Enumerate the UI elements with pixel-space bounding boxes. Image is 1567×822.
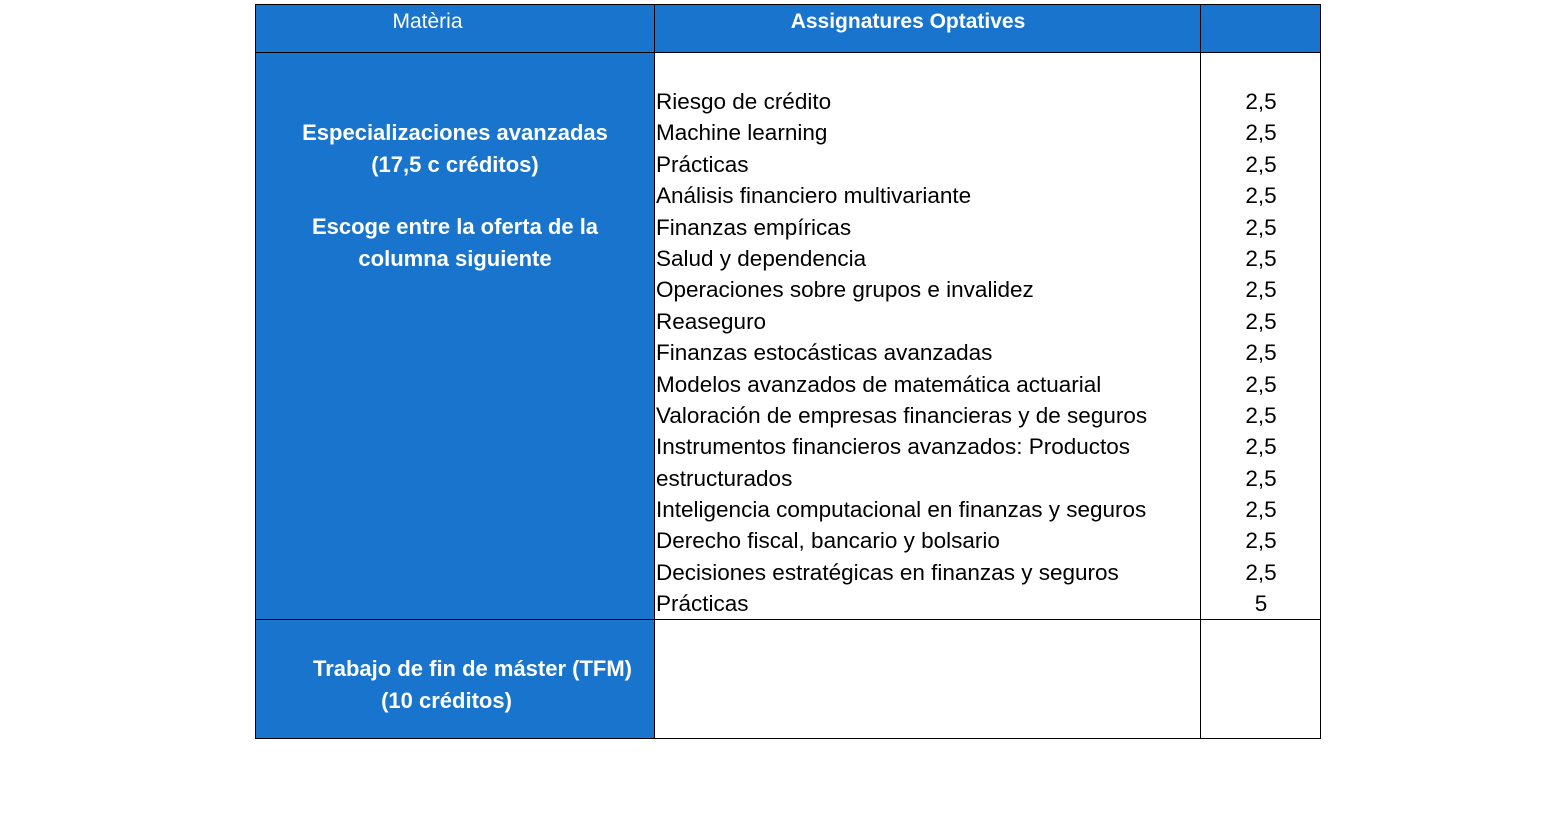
specializations-title-line1: Especializaciones avanzadas xyxy=(302,120,608,145)
optional-courses-list xyxy=(656,86,1201,620)
course-item: Valoración de empresas financieras y de seguros xyxy=(656,402,1148,428)
credit-value: 2,5 xyxy=(1245,340,1277,366)
credit-value: 2,5 xyxy=(1245,120,1277,146)
header-materia-label: Matèria xyxy=(392,10,463,33)
credit-value: 2,5 xyxy=(1245,214,1277,240)
course-item: Machine learning xyxy=(656,120,828,146)
header-optatives-label: Assignatures Optatives xyxy=(790,10,1026,33)
table-border-top xyxy=(255,4,1321,5)
tfm-label-line2: (10 créditos) xyxy=(381,687,512,713)
header-cell-credits xyxy=(1201,4,1321,53)
column-divider-1 xyxy=(654,4,655,739)
course-item: estructurados xyxy=(656,465,793,491)
table-border-right xyxy=(1320,4,1321,739)
credit-value: 2,5 xyxy=(1245,528,1277,554)
column-divider-2 xyxy=(1200,4,1201,739)
tfm-label xyxy=(290,653,655,716)
course-item: Análisis financiero multivariante xyxy=(656,183,972,209)
course-item: Decisiones estratégicas en finanzas y seguros xyxy=(656,559,1119,585)
specializations-note-line2: columna siguiente xyxy=(358,245,552,271)
specializations-title xyxy=(255,117,655,180)
course-item: Reaseguro xyxy=(656,308,767,334)
credit-value: 2,5 xyxy=(1245,89,1277,114)
credit-value: 2,5 xyxy=(1245,277,1277,303)
credit-value: 2,5 xyxy=(1245,434,1277,460)
tfm-label-line1: Trabajo de fin de máster (TFM) xyxy=(312,656,633,681)
course-item: Instrumentos financieros avanzados: Productos xyxy=(656,434,1131,460)
credit-value: 2,5 xyxy=(1245,497,1277,523)
credit-value: 2,5 xyxy=(1245,402,1277,428)
course-item: Finanzas estocásticas avanzadas xyxy=(656,340,993,366)
tfm-courses-cell xyxy=(655,620,1201,739)
course-item: Inteligencia computacional en finanzas y seguros xyxy=(656,497,1147,523)
specializations-title-line2: (17,5 c créditos) xyxy=(371,151,539,177)
course-item: Salud y dependencia xyxy=(656,245,867,271)
credit-value: 2,5 xyxy=(1245,559,1277,585)
header-cell-materia xyxy=(255,4,655,53)
specializations-note-line1: Escoge entre la oferta de la xyxy=(311,214,599,239)
credit-value: 2,5 xyxy=(1245,183,1277,209)
table-border-bottom xyxy=(255,738,1321,739)
course-item: Riesgo de crédito xyxy=(656,89,832,114)
credit-value: 2,5 xyxy=(1245,371,1277,397)
table-border-left xyxy=(255,4,256,739)
tfm-credits-cell xyxy=(1201,620,1321,739)
course-item: Prácticas xyxy=(656,151,749,177)
course-item: Derecho fiscal, bancario y bolsario xyxy=(656,528,1000,554)
credit-value: 2,5 xyxy=(1245,465,1277,491)
credit-value: 2,5 xyxy=(1245,245,1277,271)
specializations-note xyxy=(255,211,655,274)
row-divider-header xyxy=(255,52,1321,53)
course-item: Operaciones sobre grupos e invalidez xyxy=(656,277,1034,303)
curriculum-table xyxy=(255,4,1321,739)
specializations-cell xyxy=(255,53,655,620)
row-divider-tfm xyxy=(255,619,1321,620)
course-credits-list xyxy=(1201,86,1321,620)
credit-value: 2,5 xyxy=(1245,151,1277,177)
course-item: Prácticas xyxy=(656,591,749,617)
tfm-cell xyxy=(255,620,655,739)
credit-value: 5 xyxy=(1254,591,1268,617)
credit-value: 2,5 xyxy=(1245,308,1277,334)
course-item: Finanzas empíricas xyxy=(656,214,852,240)
header-cell-optatives xyxy=(655,4,1201,53)
course-item: Modelos avanzados de matemática actuarial xyxy=(656,371,1102,397)
